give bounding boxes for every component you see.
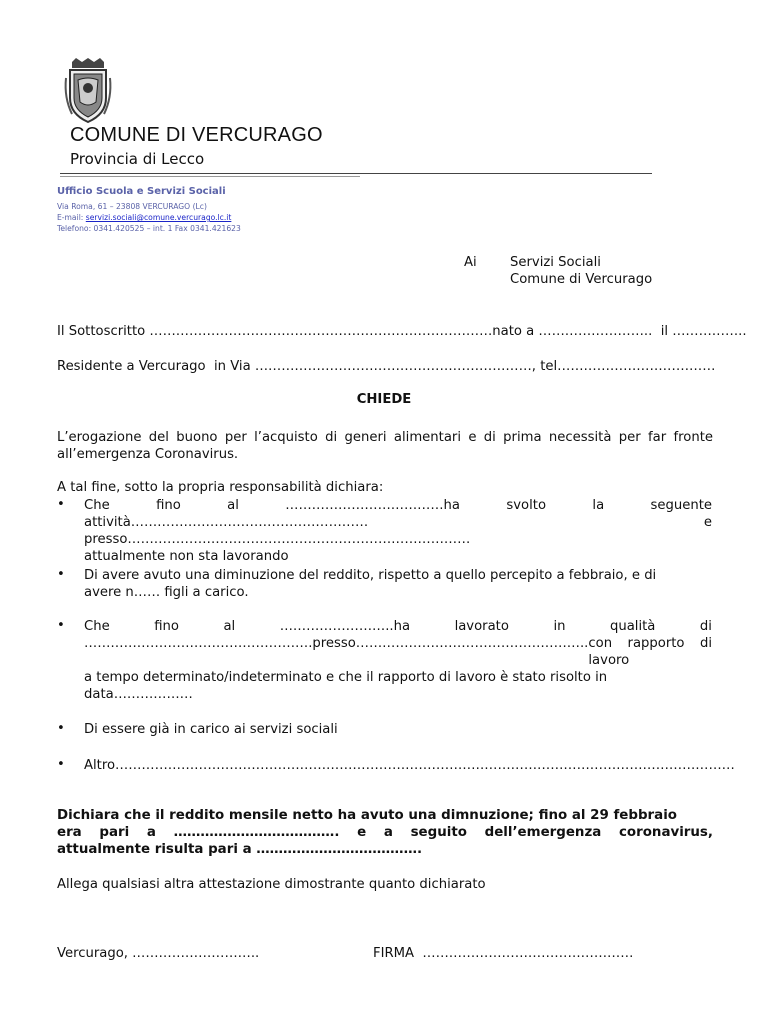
office-address: Via Roma, 61 – 23808 VERCURAGO (Lc): [57, 202, 207, 211]
recipient-line-1: Servizi Sociali: [510, 255, 601, 270]
bullet-item-3: [84, 618, 712, 703]
office-email-line: [57, 213, 231, 222]
bullet-item-4: Di essere già in carico ai servizi sociali: [84, 722, 338, 737]
signature-line: FIRMA …………………………………………: [373, 946, 634, 961]
bullet-1-line-2: attività………………………………………………presso…………………………………………………………………… e: [84, 515, 712, 547]
declaration-line-2: era pari a ………………………………. e a seguito dell’emergenza coronavirus,: [57, 825, 713, 840]
bullet-item-5: Altro……………………………………………………………………………………………………………………………: [84, 758, 735, 773]
bullet-1-line-1: Che fino al ………………………………ha svolto la seguente: [84, 498, 712, 513]
bullet-marker: •: [57, 757, 65, 772]
allega-line: Allega qualsiasi altra attestazione dimostrante quanto dichiarato: [57, 877, 486, 892]
declaration-line-3: attualmente risulta pari a ……………………………….: [57, 842, 423, 857]
bullet-item-2: [84, 567, 712, 601]
recipient-prefix: Ai: [464, 255, 477, 270]
bullet-3-line-2: …………………………………………….presso…………………………………………….. con rapporto di lavoro: [84, 636, 712, 668]
bullet-3-line-1: Che fino al ……………………..ha lavorato in qualità di: [84, 619, 712, 634]
declaration-line-1: Dichiara che il reddito mensile netto ha avuto una dimnuzione; fino al 29 febbraio: [57, 808, 677, 823]
email-link[interactable]: servizi.sociali@comune.vercurago.lc.it: [85, 213, 232, 222]
office-name: Ufficio Scuola e Servizi Sociali: [57, 186, 226, 197]
email-label: E-mail:: [57, 213, 86, 222]
recipient-line-2: Comune di Vercurago: [510, 272, 653, 287]
bullet-2-line-1: Di avere avuto una diminuzione del reddito, rispetto a quello percepito a febbraio, e di: [84, 568, 657, 583]
income-declaration: [57, 807, 713, 858]
province-subtitle: Provincia di Lecco: [70, 150, 205, 168]
bullet-marker: •: [57, 618, 65, 633]
bullet-marker: •: [57, 567, 65, 582]
bullet-item-1: [84, 497, 712, 565]
municipality-title: COMUNE DI VERCURAGO: [70, 124, 323, 146]
municipal-crest: [62, 58, 114, 124]
chiede-heading: CHIEDE: [356, 392, 412, 407]
bullet-3-line-3: a tempo determinato/indeterminato e che il rapporto di lavoro è stato risolto in: [84, 670, 608, 685]
header-divider-secondary: [60, 176, 360, 177]
bullet-1-line-3: attualmente non sta lavorando: [84, 549, 289, 564]
bullet-marker: •: [57, 721, 65, 736]
sottoscritto-line: Il Sottoscritto ……………………………………………………………………nato a …………………….. il ……………..: [57, 324, 747, 339]
bullet-2-line-2: avere n…… figli a carico.: [84, 585, 249, 600]
place-date-line: Vercurago, ………………………..: [57, 946, 260, 961]
header-divider: [60, 173, 652, 174]
residente-line: Residente a Vercurago in Via ………………………………………………………, tel………………………………: [57, 359, 716, 374]
bullet-marker: •: [57, 497, 65, 512]
office-phone: Telefono: 0341.420525 – int. 1 Fax 0341.421623: [57, 224, 241, 233]
erogazione-paragraph: L’erogazione del buono per l’acquisto di generi alimentari e di prima necessità per far fronte all’emergenza Coronavirus.: [57, 430, 713, 462]
bullet-3-line-4: data………………: [84, 687, 193, 702]
dichiara-intro: A tal fine, sotto la propria responsabilità dichiara:: [57, 480, 384, 495]
